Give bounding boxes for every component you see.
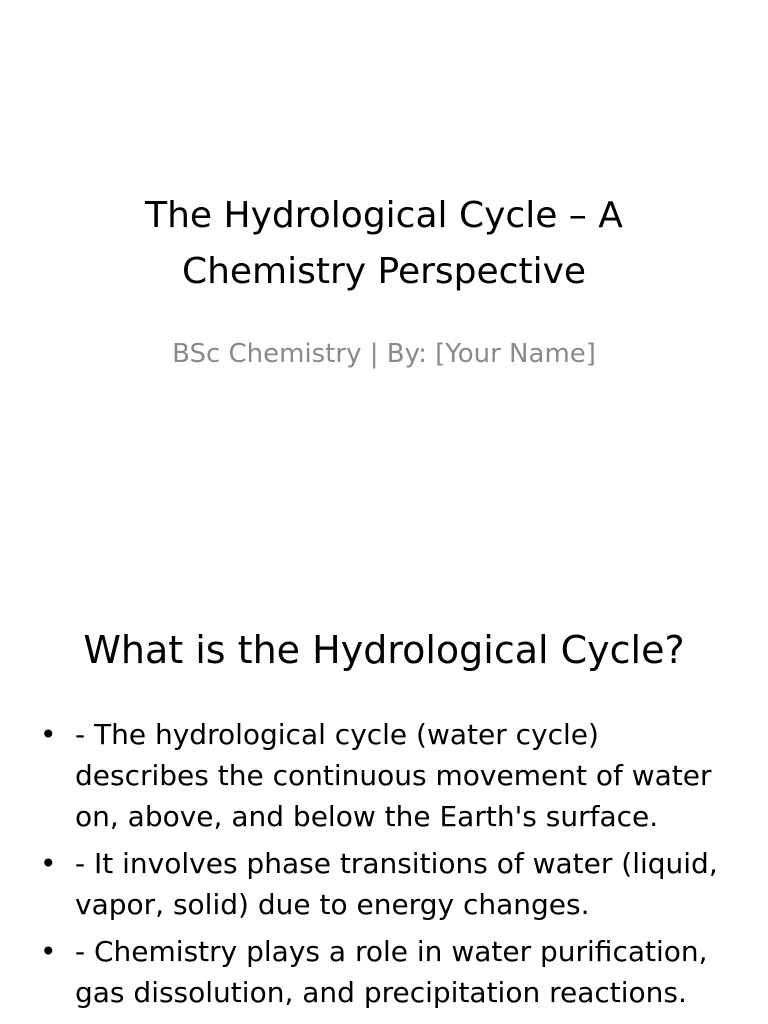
slide-subtitle: BSc Chemistry | By: [Your Name] <box>172 339 596 369</box>
bullet-list <box>40 714 730 1019</box>
bullet-item <box>40 931 730 1013</box>
bullet-text: - The hydrological cycle (water cycle) describes the continuous movement of water on, above, and below the Earth's surface. <box>75 718 712 833</box>
bullet-text: - It involves phase transitions of water (liquid, vapor, solid) due to energy changes. <box>75 847 718 921</box>
bullet-item <box>40 843 730 925</box>
bullet-dot-icon: • <box>40 847 57 880</box>
bullet-text: - Chemistry plays a role in water purification, gas dissolution, and precipitation reactions. <box>75 935 708 1009</box>
bullet-dot-icon: • <box>40 935 57 968</box>
bullet-item <box>40 714 730 837</box>
bullet-dot-icon: • <box>40 718 57 751</box>
slide-title: What is the Hydrological Cycle? <box>83 628 685 672</box>
slide-title: The Hydrological Cycle – A Chemistry Perspective <box>145 195 623 292</box>
content-slide <box>0 576 768 1024</box>
